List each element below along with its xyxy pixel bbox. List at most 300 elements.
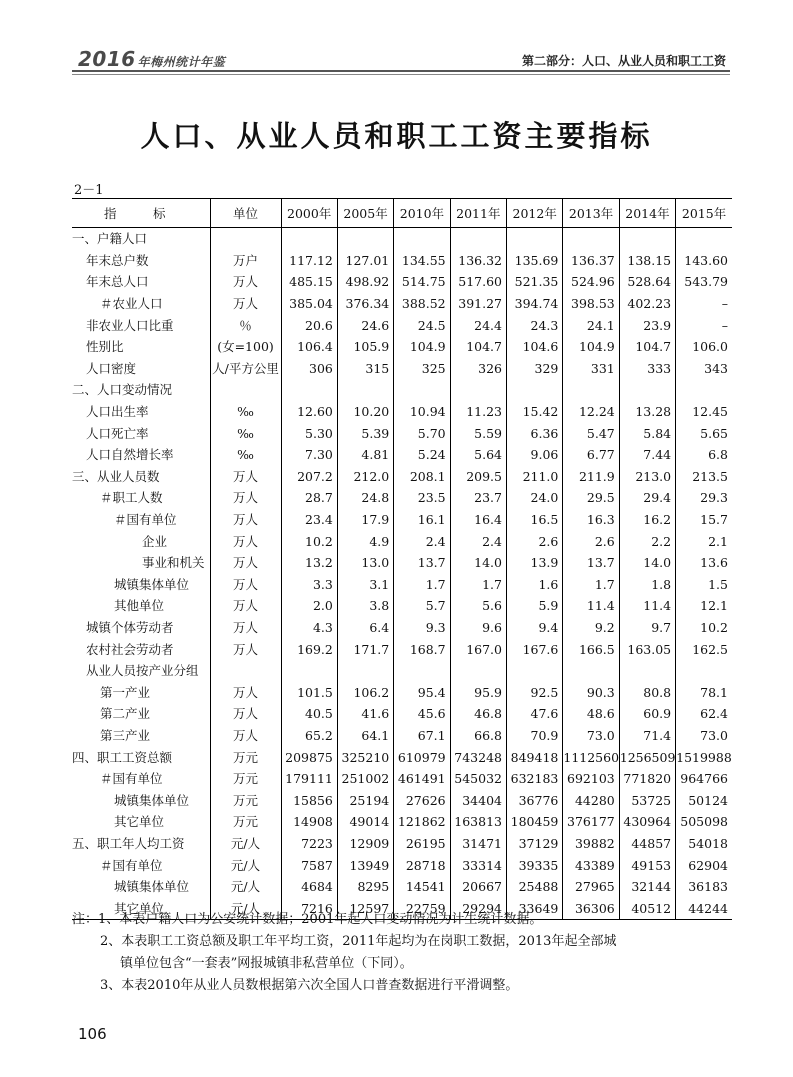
value-cell: 3.3 xyxy=(312,576,333,592)
unit-cell xyxy=(210,660,281,682)
value-cell: 14.0 xyxy=(450,552,506,574)
value-cell: 39882 xyxy=(563,833,619,855)
table-row xyxy=(72,746,732,768)
value-cell: 5.39 xyxy=(337,422,393,444)
indicator-label: 其他单位 xyxy=(114,598,165,614)
value-cell: 16.3 xyxy=(563,509,619,531)
value-cell: 398.53 xyxy=(563,293,619,315)
value-cell: 44244 xyxy=(676,897,732,919)
indicator-label: 从业人员按产业分组 xyxy=(86,663,199,679)
value-cell: 517.60 xyxy=(450,271,506,293)
value-cell: 13949 xyxy=(337,854,393,876)
value-cell: 5.6 xyxy=(450,595,506,617)
table-row xyxy=(72,314,732,336)
unit-cell: 元/人 xyxy=(210,876,281,898)
value-cell: 10.20 xyxy=(337,401,393,423)
value-cell xyxy=(450,660,506,682)
value-cell: 524.96 xyxy=(563,271,619,293)
value-cell: 402.23 xyxy=(619,293,675,315)
indicator-label: 其它单位 xyxy=(114,814,165,830)
value-cell: 20667 xyxy=(450,876,506,898)
table-row xyxy=(72,854,732,876)
value-cell: 27965 xyxy=(563,876,619,898)
value-cell xyxy=(676,660,732,682)
value-cell: 49014 xyxy=(337,811,393,833)
value-cell xyxy=(394,228,450,250)
value-cell: 9.3 xyxy=(394,617,450,639)
value-cell: 106.4 xyxy=(297,339,333,355)
value-cell: 13.9 xyxy=(507,552,563,574)
value-cell: 10.2 xyxy=(305,533,333,549)
value-cell: 92.5 xyxy=(507,681,563,703)
value-cell: 95.4 xyxy=(394,681,450,703)
value-cell xyxy=(676,379,732,401)
value-cell: 105.9 xyxy=(337,336,393,358)
table-row xyxy=(72,250,732,272)
value-cell: 24.4 xyxy=(450,314,506,336)
value-cell: 325210 xyxy=(337,746,393,768)
value-cell: 43389 xyxy=(563,854,619,876)
value-cell: 12.45 xyxy=(676,401,732,423)
unit-cell: (女=100) xyxy=(210,336,281,358)
unit-cell: ‰ xyxy=(210,444,281,466)
value-cell: 24.3 xyxy=(507,314,563,336)
value-cell: 11.23 xyxy=(450,401,506,423)
table-row xyxy=(72,660,732,682)
indicator-label: 城镇集体单位 xyxy=(114,879,190,895)
value-cell: 26195 xyxy=(394,833,450,855)
table-row xyxy=(72,379,732,401)
yearbook-name: 年梅州统计年鉴 xyxy=(137,55,226,69)
value-cell: 521.35 xyxy=(507,271,563,293)
value-cell: 16.2 xyxy=(619,509,675,531)
value-cell: 208.1 xyxy=(394,466,450,488)
table-notes xyxy=(72,909,737,997)
table-row xyxy=(72,552,732,574)
value-cell: 333 xyxy=(619,358,675,380)
value-cell: 13.0 xyxy=(337,552,393,574)
value-cell: 5.9 xyxy=(507,595,563,617)
value-cell: 71.4 xyxy=(619,725,675,747)
indicator-label: 五、职工年人均工资 xyxy=(72,835,185,851)
value-cell: 101.5 xyxy=(297,684,333,700)
indicator-label: 城镇集体单位 xyxy=(114,792,190,808)
value-cell xyxy=(619,379,675,401)
value-cell: 9.4 xyxy=(507,617,563,639)
indicator-label: 企业 xyxy=(142,533,168,549)
value-cell: 213.5 xyxy=(676,466,732,488)
indicator-label: 第一产业 xyxy=(100,684,151,700)
page-number: 106 xyxy=(78,1025,107,1043)
unit-cell: 万户 xyxy=(210,250,281,272)
indicator-label: 第二产业 xyxy=(100,706,151,722)
value-cell: 4684 xyxy=(301,879,333,895)
value-cell: 6.8 xyxy=(676,444,732,466)
value-cell: 25194 xyxy=(337,789,393,811)
value-cell: – xyxy=(676,293,732,315)
col-header-2011: 2011年 xyxy=(450,199,506,228)
indicator-label: 其它单位 xyxy=(72,897,210,919)
indicator-label: 第三产业 xyxy=(100,727,151,743)
table-row xyxy=(72,530,732,552)
value-cell: 5.59 xyxy=(450,422,506,444)
value-cell: 528.64 xyxy=(619,271,675,293)
value-cell: 78.1 xyxy=(676,681,732,703)
table-header-row xyxy=(72,199,732,228)
value-cell: 1.7 xyxy=(450,574,506,596)
value-cell xyxy=(563,228,619,250)
value-cell: 2.2 xyxy=(619,530,675,552)
value-cell: 33314 xyxy=(450,854,506,876)
indicator-label: 一、户籍人口 xyxy=(72,231,148,247)
value-cell: 31471 xyxy=(450,833,506,855)
value-cell: 106.0 xyxy=(676,336,732,358)
value-cell: 485.15 xyxy=(289,274,333,290)
value-cell: 171.7 xyxy=(337,638,393,660)
unit-cell xyxy=(210,228,281,250)
table-row xyxy=(72,768,732,790)
value-cell xyxy=(676,228,732,250)
indicator-label: 城镇集体单位 xyxy=(114,576,190,592)
value-cell: 34404 xyxy=(450,789,506,811)
value-cell: 743248 xyxy=(450,746,506,768)
unit-cell: 万元 xyxy=(210,768,281,790)
value-cell: 24.8 xyxy=(337,487,393,509)
value-cell: 5.7 xyxy=(394,595,450,617)
value-cell: 211.9 xyxy=(563,466,619,488)
indicator-label: 农村社会劳动者 xyxy=(86,641,174,657)
value-cell: 4.3 xyxy=(312,619,333,635)
table-row xyxy=(72,466,732,488)
value-cell: 22759 xyxy=(394,897,450,919)
value-cell: 23.5 xyxy=(394,487,450,509)
value-cell: 16.5 xyxy=(507,509,563,531)
value-cell: 376.34 xyxy=(337,293,393,315)
value-cell xyxy=(563,379,619,401)
value-cell: 343 xyxy=(676,358,732,380)
value-cell: 106.2 xyxy=(337,681,393,703)
value-cell: 80.8 xyxy=(619,681,675,703)
indicator-label: 年末总人口 xyxy=(86,274,149,290)
indicator-label: 人口密度 xyxy=(86,360,137,376)
note-1: 注：1、本表户籍人口为公安统计数据；2001年起人口变动情况为计生统计数据。 xyxy=(72,912,543,927)
table-row xyxy=(72,509,732,531)
value-cell: 9.2 xyxy=(563,617,619,639)
col-header-2010: 2010年 xyxy=(394,199,450,228)
value-cell: 1.6 xyxy=(507,574,563,596)
value-cell xyxy=(394,379,450,401)
unit-cell: 万人 xyxy=(210,466,281,488)
value-cell: 1.7 xyxy=(394,574,450,596)
note-3: 3、本表2010年从业人员数根据第六次全国人口普查数据进行平滑调整。 xyxy=(100,978,519,993)
table-number: 2－1 xyxy=(74,183,104,198)
value-cell: 54018 xyxy=(676,833,732,855)
value-cell: 498.92 xyxy=(337,271,393,293)
value-cell: 70.9 xyxy=(507,725,563,747)
value-cell: 6.36 xyxy=(507,422,563,444)
col-header-2013: 2013年 xyxy=(563,199,619,228)
value-cell: 315 xyxy=(337,358,393,380)
value-cell: 136.37 xyxy=(563,250,619,272)
value-cell: 143.60 xyxy=(676,250,732,272)
value-cell xyxy=(281,228,337,250)
table-row xyxy=(72,271,732,293)
value-cell xyxy=(337,379,393,401)
value-cell: 166.5 xyxy=(563,638,619,660)
note-2-cont: 镇单位包含“一套表”网报城镇非私营单位（下同）。 xyxy=(120,956,413,971)
page-title: 人口、从业人员和职工工资主要指标 xyxy=(140,119,653,153)
value-cell: 14908 xyxy=(293,814,333,830)
value-cell: 50124 xyxy=(676,789,732,811)
value-cell: 251002 xyxy=(337,768,393,790)
indicators-table xyxy=(72,198,732,920)
value-cell: 5.30 xyxy=(305,425,333,441)
value-cell: 1.5 xyxy=(676,574,732,596)
indicator-label: ＃职工人数 xyxy=(100,490,163,506)
table-row xyxy=(72,336,732,358)
value-cell: 692103 xyxy=(563,768,619,790)
indicator-label: 城镇个体劳动者 xyxy=(86,619,174,635)
value-cell: 6.77 xyxy=(563,444,619,466)
indicator-label: ＃国有单位 xyxy=(100,771,163,787)
value-cell: 3.1 xyxy=(337,574,393,596)
value-cell: 67.1 xyxy=(394,725,450,747)
value-cell: 138.15 xyxy=(619,250,675,272)
value-cell: 53725 xyxy=(619,789,675,811)
value-cell: 104.7 xyxy=(450,336,506,358)
value-cell: 127.01 xyxy=(337,250,393,272)
header-rule xyxy=(72,70,730,72)
value-cell: 329 xyxy=(507,358,563,380)
col-header-2014: 2014年 xyxy=(619,199,675,228)
value-cell: 29.4 xyxy=(619,487,675,509)
value-cell: 62.4 xyxy=(676,703,732,725)
value-cell: 28718 xyxy=(394,854,450,876)
value-cell: 5.24 xyxy=(394,444,450,466)
value-cell: 36183 xyxy=(676,876,732,898)
indicator-label: 三、从业人员数 xyxy=(72,468,160,484)
value-cell xyxy=(507,660,563,682)
value-cell: 5.64 xyxy=(450,444,506,466)
value-cell: 167.0 xyxy=(450,638,506,660)
value-cell: 169.2 xyxy=(297,641,333,657)
value-cell: 168.7 xyxy=(394,638,450,660)
value-cell: 41.6 xyxy=(337,703,393,725)
table-row xyxy=(72,422,732,444)
value-cell: 65.2 xyxy=(305,727,333,743)
value-cell: 49153 xyxy=(619,854,675,876)
value-cell: 5.84 xyxy=(619,422,675,444)
table-row xyxy=(72,725,732,747)
value-cell: 11.4 xyxy=(563,595,619,617)
value-cell: 20.6 xyxy=(305,317,333,333)
value-cell: 64.1 xyxy=(337,725,393,747)
value-cell: 29.5 xyxy=(563,487,619,509)
value-cell: 135.69 xyxy=(507,250,563,272)
value-cell: 7216 xyxy=(281,897,337,919)
value-cell xyxy=(507,379,563,401)
header-rule-thin xyxy=(72,74,730,75)
table-row xyxy=(72,681,732,703)
section-header: 第二部分：人口、从业人员和职工工资 xyxy=(521,54,726,68)
value-cell: – xyxy=(676,314,732,336)
unit-cell: 元/人 xyxy=(210,897,281,919)
value-cell: 104.7 xyxy=(619,336,675,358)
value-cell: 25488 xyxy=(507,876,563,898)
table-row xyxy=(72,487,732,509)
indicator-label: 年末总户数 xyxy=(86,252,149,268)
unit-cell: 万人 xyxy=(210,681,281,703)
value-cell: 1519988 xyxy=(676,746,732,768)
value-cell: 5.47 xyxy=(563,422,619,444)
value-cell: 167.6 xyxy=(507,638,563,660)
value-cell: 39335 xyxy=(507,854,563,876)
value-cell: 14541 xyxy=(394,876,450,898)
indicator-label: 人口死亡率 xyxy=(86,425,149,441)
value-cell: 385.04 xyxy=(289,296,333,312)
value-cell: 9.7 xyxy=(619,617,675,639)
value-cell: 95.9 xyxy=(450,681,506,703)
value-cell: 7.44 xyxy=(619,444,675,466)
value-cell: 7.30 xyxy=(305,447,333,463)
value-cell: 163813 xyxy=(450,811,506,833)
value-cell: 212.0 xyxy=(337,466,393,488)
value-cell: 37129 xyxy=(507,833,563,855)
value-cell: 326 xyxy=(450,358,506,380)
value-cell: 104.6 xyxy=(507,336,563,358)
value-cell: 5.65 xyxy=(676,422,732,444)
indicator-label: 二、人口变动情况 xyxy=(72,382,173,398)
indicator-label: 事业和机关 xyxy=(142,555,205,571)
value-cell: 33649 xyxy=(507,897,563,919)
value-cell: 28.7 xyxy=(305,490,333,506)
value-cell: 543.79 xyxy=(676,271,732,293)
table-row xyxy=(72,595,732,617)
value-cell xyxy=(507,228,563,250)
value-cell: 13.2 xyxy=(305,555,333,571)
table-row xyxy=(72,401,732,423)
value-cell: 505098 xyxy=(676,811,732,833)
value-cell: 44857 xyxy=(619,833,675,855)
value-cell: 2.6 xyxy=(507,530,563,552)
value-cell: 66.8 xyxy=(450,725,506,747)
value-cell: 13.6 xyxy=(676,552,732,574)
value-cell: 46.8 xyxy=(450,703,506,725)
value-cell: 209875 xyxy=(285,749,333,765)
table-row xyxy=(72,833,732,855)
value-cell: 1.7 xyxy=(563,574,619,596)
table-body xyxy=(72,228,732,920)
table-row xyxy=(72,876,732,898)
value-cell: 12597 xyxy=(337,897,393,919)
value-cell: 2.0 xyxy=(312,598,333,614)
value-cell: 213.0 xyxy=(619,466,675,488)
value-cell: 12.24 xyxy=(563,401,619,423)
value-cell: 394.74 xyxy=(507,293,563,315)
unit-cell: 万元 xyxy=(210,811,281,833)
value-cell: 545032 xyxy=(450,768,506,790)
unit-cell: 万人 xyxy=(210,487,281,509)
indicator-label: 人口出生率 xyxy=(86,404,149,420)
unit-cell: 万人 xyxy=(210,725,281,747)
table-row xyxy=(72,228,732,250)
value-cell: 209.5 xyxy=(450,466,506,488)
unit-cell: ％ xyxy=(210,314,281,336)
value-cell: 207.2 xyxy=(297,468,333,484)
yearbook-year: 2016 xyxy=(78,47,136,71)
value-cell: 180459 xyxy=(507,811,563,833)
value-cell: 2.6 xyxy=(563,530,619,552)
value-cell: 15.42 xyxy=(507,401,563,423)
value-cell: 179111 xyxy=(285,771,333,787)
value-cell: 771820 xyxy=(619,768,675,790)
value-cell: 12.60 xyxy=(297,404,333,420)
value-cell: 40.5 xyxy=(305,706,333,722)
value-cell: 964766 xyxy=(676,768,732,790)
unit-cell: 万人 xyxy=(210,703,281,725)
unit-cell: ‰ xyxy=(210,401,281,423)
value-cell: 9.06 xyxy=(507,444,563,466)
value-cell: 23.7 xyxy=(450,487,506,509)
unit-cell: 元/人 xyxy=(210,854,281,876)
table-row xyxy=(72,293,732,315)
value-cell: 10.94 xyxy=(394,401,450,423)
value-cell xyxy=(281,660,337,682)
value-cell: 45.6 xyxy=(394,703,450,725)
value-cell: 23.9 xyxy=(619,314,675,336)
unit-cell: 元/人 xyxy=(210,833,281,855)
value-cell xyxy=(450,228,506,250)
value-cell: 12909 xyxy=(337,833,393,855)
table-row xyxy=(72,358,732,380)
value-cell: 9.6 xyxy=(450,617,506,639)
indicator-label: ＃国有单位 xyxy=(114,512,177,528)
col-header-2015: 2015年 xyxy=(676,199,732,228)
value-cell: 14.0 xyxy=(619,552,675,574)
value-cell: 2.4 xyxy=(450,530,506,552)
value-cell: 4.81 xyxy=(337,444,393,466)
value-cell: 2.4 xyxy=(394,530,450,552)
value-cell: 36776 xyxy=(507,789,563,811)
col-header-indicator: 指 标 xyxy=(72,199,210,228)
unit-cell: 万人 xyxy=(210,595,281,617)
col-header-2000: 2000年 xyxy=(281,199,337,228)
value-cell: 2.1 xyxy=(676,530,732,552)
value-cell: 27626 xyxy=(394,789,450,811)
unit-cell: 万元 xyxy=(210,789,281,811)
value-cell: 12.1 xyxy=(676,595,732,617)
value-cell: 632183 xyxy=(507,768,563,790)
unit-cell: 万人 xyxy=(210,617,281,639)
value-cell xyxy=(563,660,619,682)
value-cell: 117.12 xyxy=(289,252,333,268)
value-cell: 13.7 xyxy=(563,552,619,574)
value-cell: 4.9 xyxy=(337,530,393,552)
unit-cell: 万元 xyxy=(210,746,281,768)
value-cell: 430964 xyxy=(619,811,675,833)
table-row xyxy=(72,444,732,466)
unit-cell: 万人 xyxy=(210,271,281,293)
value-cell: 162.5 xyxy=(676,638,732,660)
value-cell: 13.7 xyxy=(394,552,450,574)
value-cell: 610979 xyxy=(394,746,450,768)
unit-cell xyxy=(210,379,281,401)
value-cell: 306 xyxy=(309,360,333,376)
value-cell: 104.9 xyxy=(563,336,619,358)
value-cell: 16.4 xyxy=(450,509,506,531)
table-row xyxy=(72,789,732,811)
yearbook-logo xyxy=(78,47,225,71)
